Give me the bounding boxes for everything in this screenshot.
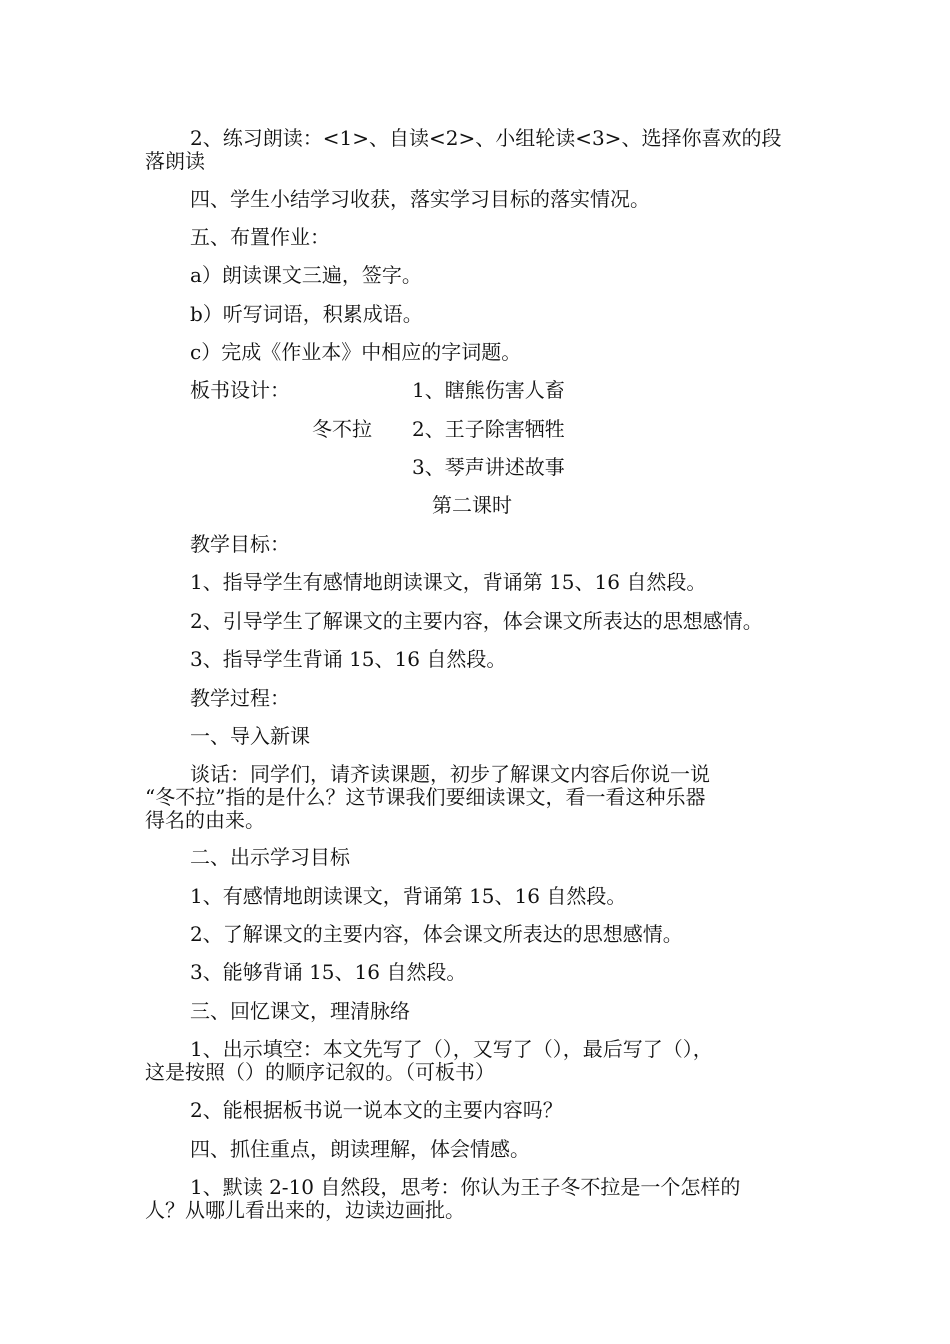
board-center: 冬不拉: [312, 417, 372, 441]
section-intro: 一、导入新课: [190, 724, 310, 748]
retell-paragraph: 2、能根据板书说一说本文的主要内容吗？: [190, 1098, 563, 1122]
homework-item-c: c）完成《作业本》中相应的字词题。: [190, 340, 522, 364]
fill-blank-paragraph: 1、出示填空：本文先写了（），又写了（），最后写了（），: [190, 1037, 713, 1061]
talk-paragraph: 谈话：同学们，请齐读课题，初步了解课文内容后你说一说: [190, 762, 710, 786]
board-item-3: 3、琴声讲述故事: [412, 455, 565, 479]
talk-paragraph-cont-1: “冬不拉”指的是什么？这节课我们要细读课文，看一看这种乐器: [145, 785, 706, 809]
board-item-2: 2、王子除害牺牲: [412, 417, 565, 441]
goal-item-3: 3、指导学生背诵 15、16 自然段。: [190, 647, 507, 671]
section-key-points: 四、抓住重点，朗读理解，体会情感。: [190, 1137, 530, 1161]
objective-item-2: 2、了解课文的主要内容，体会课文所表达的思想感情。: [190, 922, 683, 946]
homework-item-b: b）听写词语，积累成语。: [190, 302, 423, 326]
heading-goals: 教学目标：: [190, 532, 290, 556]
section-review: 三、回忆课文，理清脉络: [190, 999, 410, 1023]
objective-item-1: 1、有感情地朗读课文，背诵第 15、16 自然段。: [190, 884, 627, 908]
paragraph-practice-reading: 2、练习朗读：<1>、自读<2>、小组轮读<3>、选择你喜欢的段: [190, 126, 782, 150]
fill-blank-paragraph-cont: 这是按照（）的顺序记叙的。（可板书）: [145, 1060, 495, 1084]
silent-read-paragraph-cont: 人？从哪儿看出来的，边读边画批。: [145, 1198, 465, 1222]
silent-read-paragraph: 1、默读 2-10 自然段，思考：你认为王子冬不拉是一个怎样的: [190, 1175, 741, 1199]
objective-item-3: 3、能够背诵 15、16 自然段。: [190, 960, 467, 984]
talk-paragraph-cont-2: 得名的由来。: [145, 808, 265, 832]
goal-item-1: 1、指导学生有感情地朗读课文，背诵第 15、16 自然段。: [190, 570, 707, 594]
section-objectives: 二、出示学习目标: [190, 845, 350, 869]
lesson-title: 第二课时: [432, 493, 512, 517]
board-item-1: 1、瞎熊伤害人畜: [412, 378, 565, 402]
board-design-label: 板书设计：: [190, 378, 290, 402]
goal-item-2: 2、引导学生了解课文的主要内容，体会课文所表达的思想感情。: [190, 609, 763, 633]
heading-process: 教学过程：: [190, 686, 290, 710]
homework-item-a: a）朗读课文三遍，签字。: [190, 263, 422, 287]
paragraph-summary: 四、学生小结学习收获，落实学习目标的落实情况。: [190, 187, 650, 211]
heading-homework: 五、布置作业：: [190, 225, 330, 249]
paragraph-practice-reading-cont: 落朗读: [145, 149, 205, 173]
